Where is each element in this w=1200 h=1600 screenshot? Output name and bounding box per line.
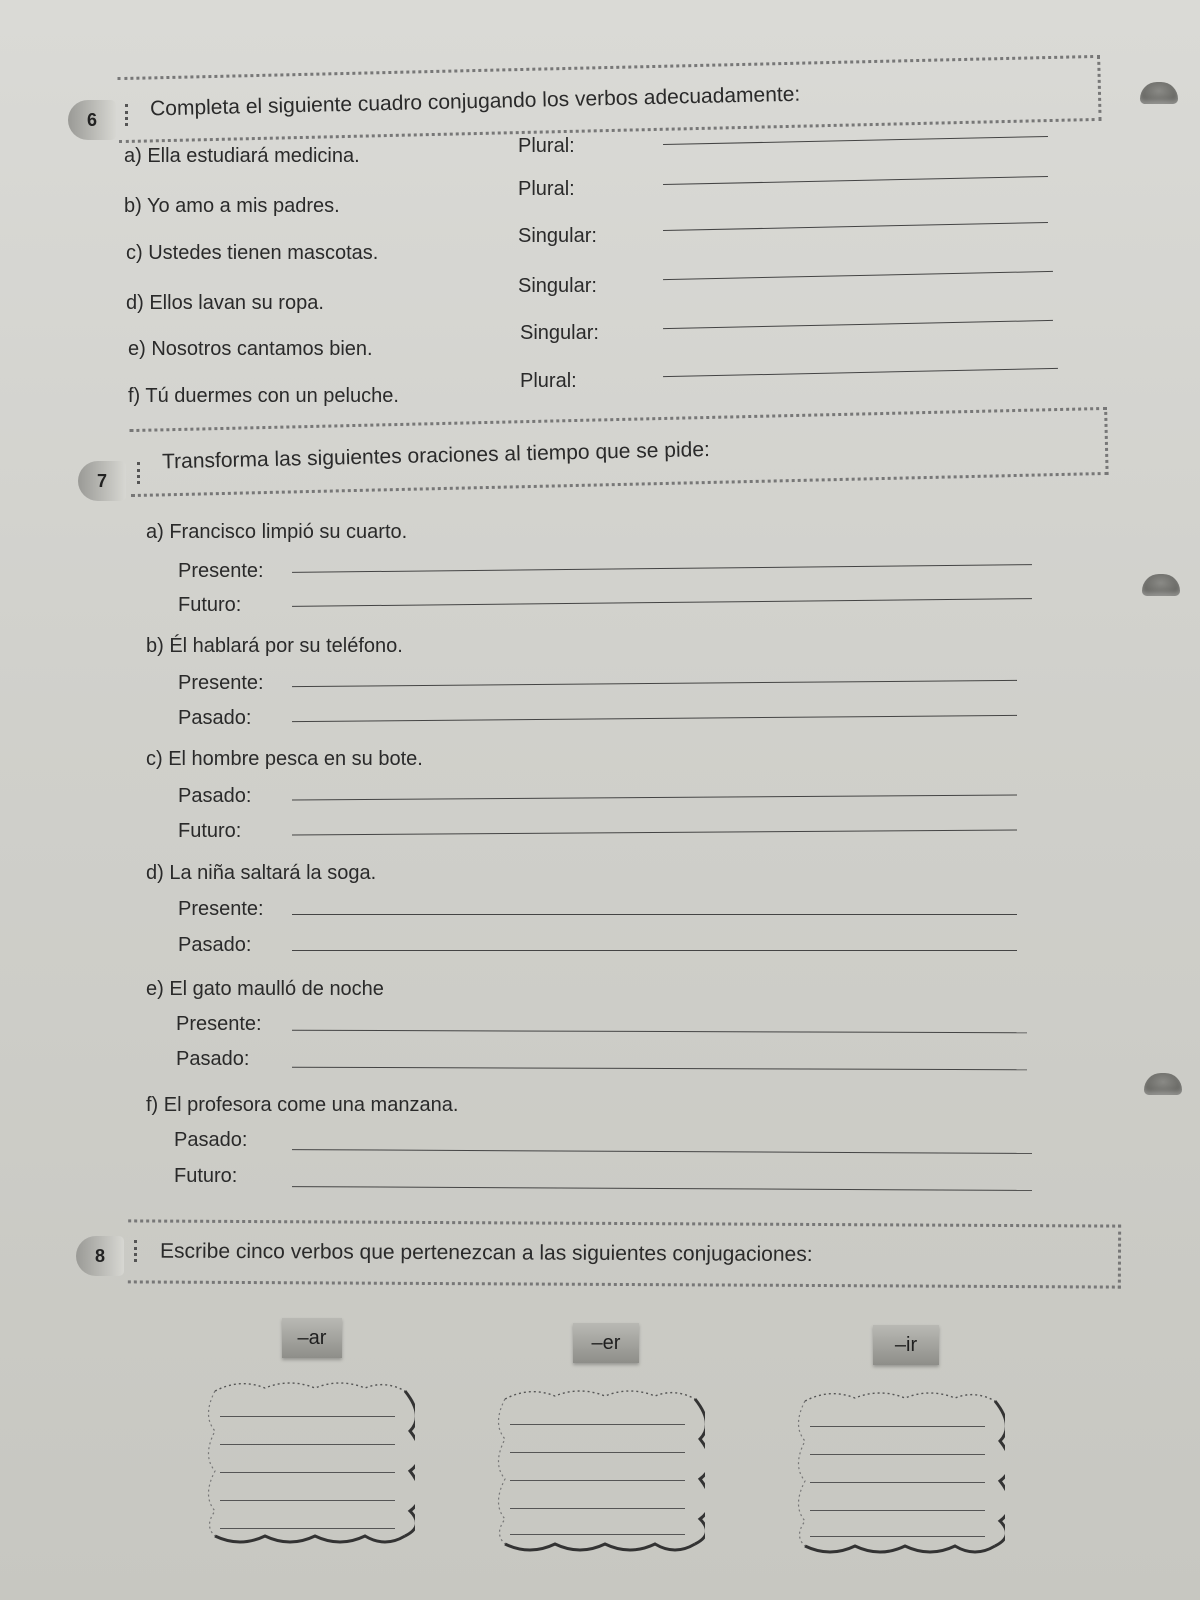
answer-line-6e[interactable] bbox=[663, 320, 1053, 329]
sentence-7f: f) El profesora come una manzana. bbox=[146, 1094, 459, 1116]
sentence-6e: e) Nosotros cantamos bien. bbox=[128, 338, 373, 360]
answer-line-er-2[interactable] bbox=[510, 1452, 685, 1453]
sentence-6b: b) Yo amo a mis padres. bbox=[124, 195, 340, 217]
tense-7b-1: Presente: bbox=[178, 672, 264, 694]
sentence-7e: e) El gato maulló de noche bbox=[146, 978, 384, 1000]
word-cloud-ir bbox=[790, 1386, 1005, 1561]
answer-line-ir-1[interactable] bbox=[810, 1426, 985, 1427]
binder-hole bbox=[1140, 82, 1178, 104]
target-6f: Plural: bbox=[520, 370, 577, 392]
answer-line-ir-4[interactable] bbox=[810, 1510, 985, 1511]
binder-hole bbox=[1142, 574, 1180, 596]
answer-line-6c[interactable] bbox=[663, 222, 1048, 231]
section-7-header bbox=[129, 407, 1108, 497]
section-6-number: 6 bbox=[68, 100, 116, 140]
answer-line-7d-1[interactable] bbox=[292, 914, 1017, 915]
answer-line-er-3[interactable] bbox=[510, 1480, 685, 1481]
answer-line-7d-2[interactable] bbox=[292, 950, 1017, 951]
cloud-outline-icon bbox=[200, 1376, 415, 1551]
target-6b: Plural: bbox=[518, 178, 575, 200]
answer-line-ir-5[interactable] bbox=[810, 1536, 985, 1537]
binder-hole bbox=[1144, 1073, 1182, 1095]
section-6-title: Completa el siguiente cuadro conjugando los verbos adecuadamente: bbox=[149, 82, 801, 121]
answer-line-7e-2[interactable] bbox=[292, 1067, 1027, 1071]
section-6-header bbox=[117, 55, 1101, 143]
tense-7e-2: Pasado: bbox=[176, 1048, 250, 1070]
section-7-title: Transforma las siguientes oraciones al tiempo que se pide: bbox=[161, 437, 711, 474]
cloud-outline-icon bbox=[790, 1386, 1005, 1561]
answer-line-6f[interactable] bbox=[663, 368, 1058, 377]
answer-line-6a[interactable] bbox=[663, 136, 1048, 145]
answer-line-6b[interactable] bbox=[663, 176, 1048, 185]
sentence-7b: b) Él hablará por su teléfono. bbox=[146, 635, 403, 657]
answer-line-7a-1[interactable] bbox=[292, 564, 1032, 573]
tense-7f-1: Pasado: bbox=[174, 1129, 248, 1151]
word-cloud-ar bbox=[200, 1376, 415, 1551]
answer-line-ar-5[interactable] bbox=[220, 1528, 395, 1529]
tense-7f-2: Futuro: bbox=[174, 1165, 238, 1187]
target-6d: Singular: bbox=[518, 275, 597, 297]
tense-7c-1: Pasado: bbox=[178, 785, 252, 807]
answer-line-ar-4[interactable] bbox=[220, 1500, 395, 1501]
sentence-6a: a) Ella estudiará medicina. bbox=[124, 145, 360, 167]
answer-line-7b-1[interactable] bbox=[292, 680, 1017, 687]
answer-line-ar-1[interactable] bbox=[220, 1416, 395, 1417]
sentence-7c: c) El hombre pesca en su bote. bbox=[146, 748, 423, 770]
ending-tag-ar: –ar bbox=[282, 1318, 342, 1358]
section-7-number: 7 bbox=[78, 461, 126, 501]
tense-7a-2: Futuro: bbox=[178, 594, 242, 616]
section-8-title: Escribe cinco verbos que pertenezcan a las siguientes conjugaciones: bbox=[159, 1239, 813, 1266]
answer-line-7f-1[interactable] bbox=[292, 1149, 1032, 1154]
tense-7d-2: Pasado: bbox=[178, 934, 252, 956]
target-6c: Singular: bbox=[518, 225, 597, 247]
answer-line-7e-1[interactable] bbox=[292, 1030, 1027, 1034]
sentence-6f: f) Tú duermes con un peluche. bbox=[128, 385, 399, 407]
answer-line-er-5[interactable] bbox=[510, 1534, 685, 1535]
section-8-header bbox=[128, 1219, 1121, 1288]
dotted-colon bbox=[125, 104, 132, 126]
cloud-outline-icon bbox=[490, 1384, 705, 1559]
answer-line-7f-2[interactable] bbox=[292, 1186, 1032, 1191]
sentence-7d: d) La niña saltará la soga. bbox=[146, 862, 377, 884]
ending-tag-ir: –ir bbox=[873, 1325, 939, 1365]
word-cloud-er bbox=[490, 1384, 705, 1559]
section-8-number: 8 bbox=[76, 1236, 124, 1276]
answer-line-er-4[interactable] bbox=[510, 1508, 685, 1509]
answer-line-7c-1[interactable] bbox=[292, 794, 1017, 800]
sentence-6c: c) Ustedes tienen mascotas. bbox=[126, 242, 379, 264]
tense-7d-1: Presente: bbox=[178, 898, 264, 920]
tense-7c-2: Futuro: bbox=[178, 820, 242, 842]
dotted-colon bbox=[137, 462, 144, 484]
ending-tag-er: –er bbox=[573, 1323, 639, 1363]
answer-line-ar-3[interactable] bbox=[220, 1472, 395, 1473]
answer-line-7c-2[interactable] bbox=[292, 829, 1017, 835]
tense-7e-1: Presente: bbox=[176, 1013, 262, 1035]
answer-line-7a-2[interactable] bbox=[292, 598, 1032, 607]
target-6e: Singular: bbox=[520, 322, 599, 344]
answer-line-er-1[interactable] bbox=[510, 1424, 685, 1425]
tense-7a-1: Presente: bbox=[178, 560, 264, 582]
answer-line-ir-3[interactable] bbox=[810, 1482, 985, 1483]
dotted-colon bbox=[134, 1240, 141, 1262]
target-6a: Plural: bbox=[518, 135, 575, 157]
sentence-7a: a) Francisco limpió su cuarto. bbox=[146, 521, 408, 543]
tense-7b-2: Pasado: bbox=[178, 707, 252, 729]
sentence-6d: d) Ellos lavan su ropa. bbox=[126, 292, 324, 314]
answer-line-7b-2[interactable] bbox=[292, 715, 1017, 722]
answer-line-ar-2[interactable] bbox=[220, 1444, 395, 1445]
answer-line-6d[interactable] bbox=[663, 271, 1053, 280]
answer-line-ir-2[interactable] bbox=[810, 1454, 985, 1455]
